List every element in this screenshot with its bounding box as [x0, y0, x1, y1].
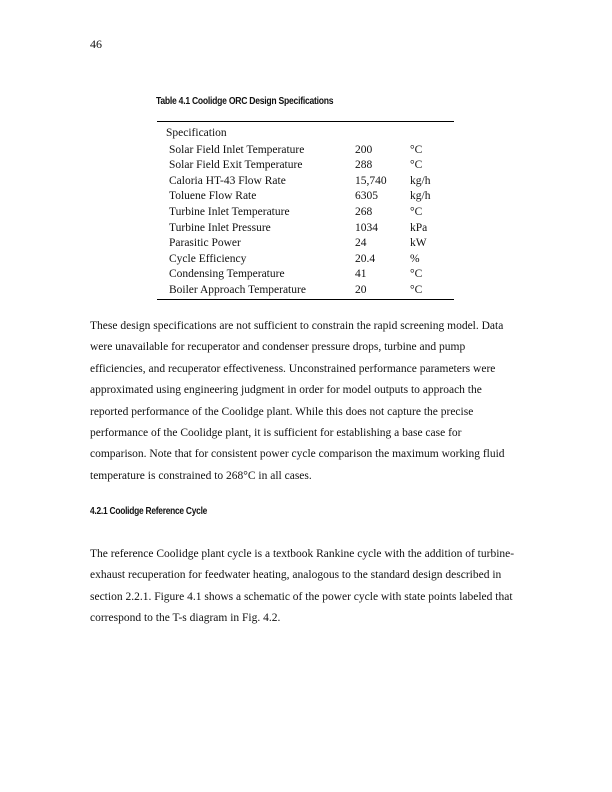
table-row	[157, 174, 454, 190]
spec-unit: °C	[410, 283, 454, 299]
table-caption: Table 4.1 Coolidge ORC Design Specifications	[156, 96, 334, 107]
table-row	[157, 158, 454, 174]
spec-name: Toluene Flow Rate	[169, 190, 257, 203]
spec-unit: °C	[410, 159, 423, 172]
spec-value: 20.4	[355, 252, 376, 265]
table-row	[157, 189, 454, 205]
page-number: 46	[90, 37, 102, 51]
spec-unit: kg/h	[410, 190, 431, 203]
spec-name: Turbine Inlet Pressure	[169, 221, 271, 234]
table-row	[157, 143, 454, 159]
spec-unit: °C	[410, 205, 423, 218]
table-row	[157, 221, 454, 237]
spec-value: 1034	[355, 221, 378, 234]
spec-value: 268	[355, 205, 373, 218]
table-row	[157, 252, 454, 268]
spec-value: 41	[355, 268, 367, 281]
spec-value: 15,740	[355, 174, 387, 187]
spec-unit: °C	[410, 143, 423, 156]
section-heading: 4.2.1 Coolidge Reference Cycle	[90, 506, 208, 517]
spec-unit: °C	[410, 268, 423, 281]
body-paragraph-2: The reference Coolidge plant cycle is a textbook Rankine cycle with the addition of turbine-exhaust recuperation for feedwater heating, analogous to the standard design described in section 2.2.1. Figure 4.1 shows a schematic of the power cycle with state points labeled that correspond to the T-s diagram in Fig. 4.2.	[90, 548, 515, 625]
spec-value: 6305	[355, 190, 378, 203]
table-row	[157, 205, 454, 221]
spec-value: 200	[355, 143, 373, 156]
table-row	[157, 283, 454, 299]
spec-name: Boiler Approach Temperature	[157, 283, 355, 299]
spec-name: Cycle Efficiency	[169, 252, 247, 265]
spec-name: Solar Field Inlet Temperature	[169, 143, 305, 156]
spec-value: 20	[355, 283, 410, 299]
table-row	[157, 267, 454, 283]
spec-value: 24	[355, 237, 367, 250]
spec-name: Turbine Inlet Temperature	[169, 205, 290, 218]
spec-unit: %	[410, 252, 420, 265]
spec-name: Condensing Temperature	[169, 268, 285, 281]
spec-value: 288	[355, 159, 373, 172]
spec-unit: kg/h	[410, 174, 431, 187]
spec-unit: kPa	[410, 221, 428, 234]
table-header-row	[157, 122, 454, 143]
table-header: Specification	[157, 122, 355, 143]
spec-name: Solar Field Exit Temperature	[169, 159, 303, 172]
spec-unit: kW	[410, 237, 427, 250]
specifications-table	[157, 121, 454, 300]
spec-name: Caloria HT-43 Flow Rate	[169, 174, 286, 187]
table-row	[157, 236, 454, 252]
body-paragraph-1: These design specifications are not sufficient to constrain the rapid screening model. Data were unavailable for recuperator and condenser pressure drops, turbine and pump efficiencies, and recuperator effectiveness. Unconstrained performance parameters were approximated using engineering judgment in order for model outputs to approach the reported performance of the Coolidge plant. While this does not capture the precise performance of the Coolidge plant, it is sufficient for establishing a base case for comparison. Note that for consistent power cycle comparison the maximum working fluid temperature is constrained to 268°C in all cases.	[90, 320, 505, 482]
spec-name: Parasitic Power	[169, 237, 241, 250]
